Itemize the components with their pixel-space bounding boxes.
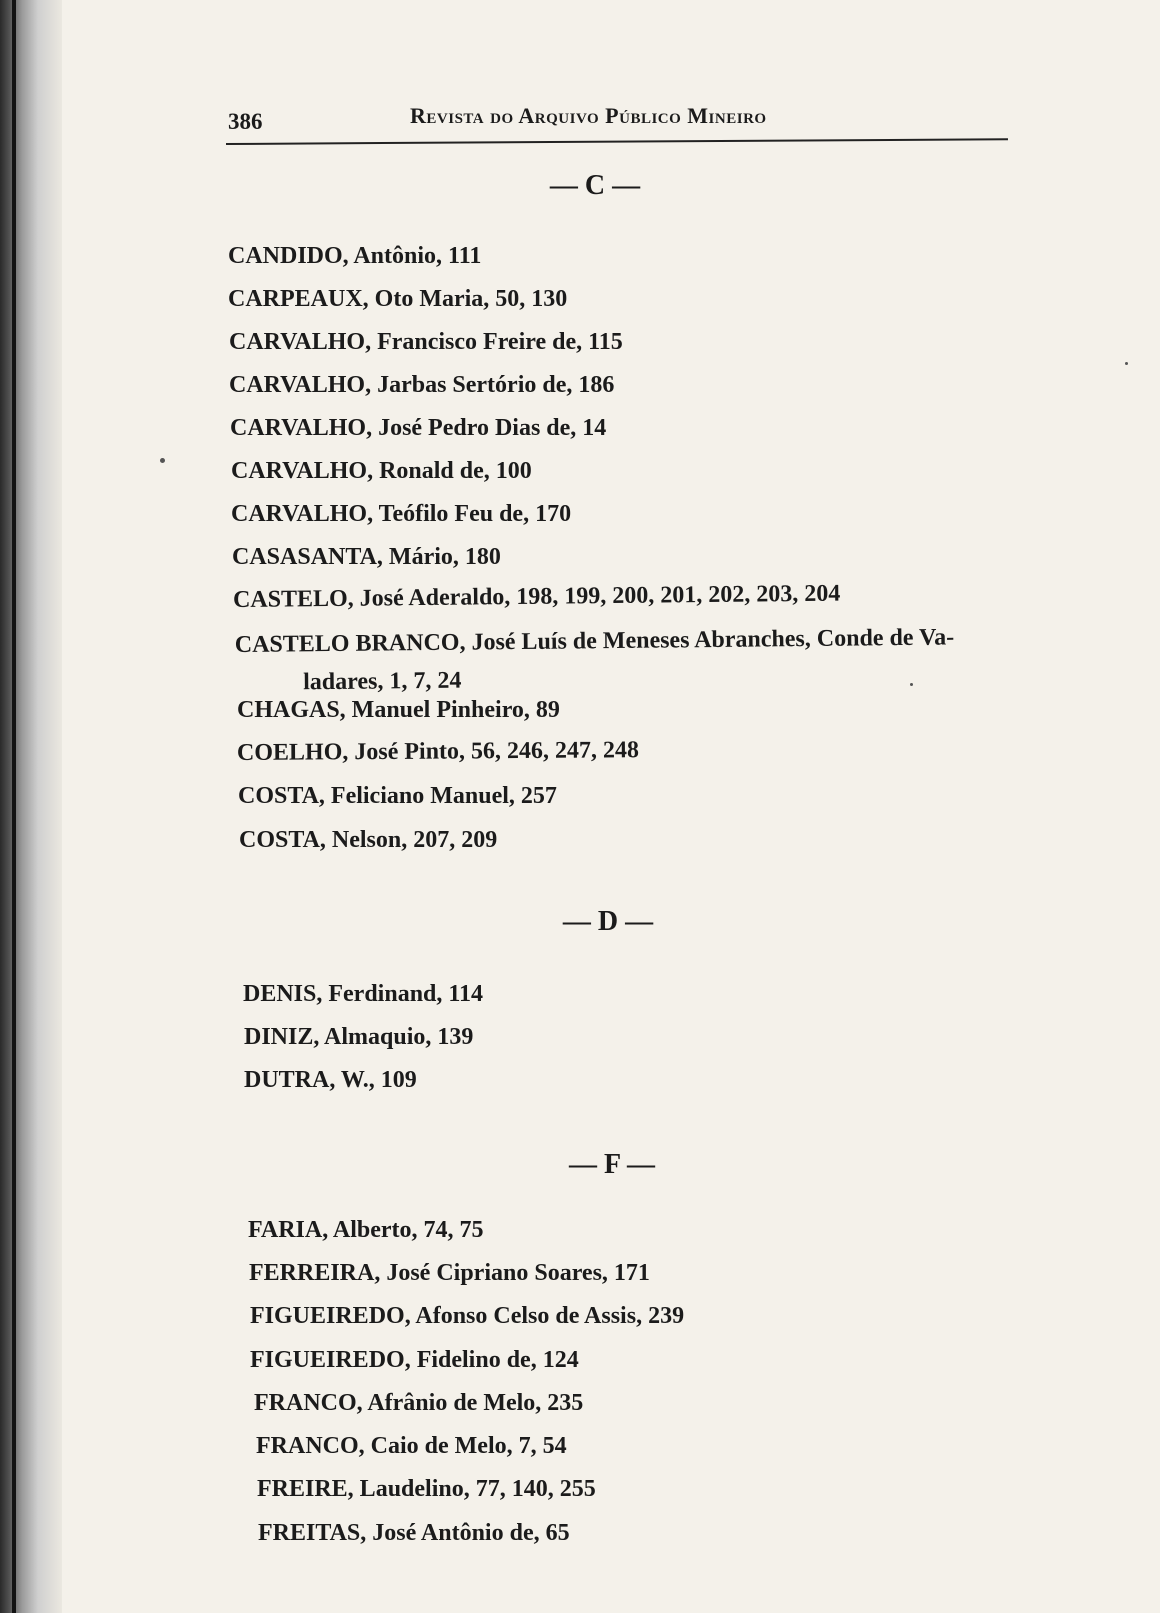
index-entry-line: CASTELO BRANCO, José Luís de Meneses Abranches, Conde de Va- — [234, 624, 955, 659]
index-entry: CARVALHO, Teófilo Feu de, 170 — [231, 501, 572, 527]
index-entry: DINIZ, Almaquio, 139 — [244, 1024, 474, 1050]
index-entry: CANDIDO, Antônio, 111 — [228, 243, 482, 269]
index-entry: CARVALHO, Ronald de, 100 — [231, 458, 532, 484]
section-heading-f: — F — — [568, 1149, 656, 1180]
index-entry: CASTELO, José Aderaldo, 198, 199, 200, 201, 202, 203, 204 — [232, 580, 841, 613]
section-heading-d: — D — — [562, 906, 654, 937]
index-entry: FARIA, Alberto, 74, 75 — [248, 1217, 484, 1243]
index-entry: FREITAS, José Antônio de, 65 — [258, 1520, 570, 1546]
index-entry: COELHO, José Pinto, 56, 246, 247, 248 — [236, 737, 640, 766]
page-number: 386 — [228, 109, 263, 134]
section-heading-c: — C — — [549, 170, 641, 201]
running-title: Revista do Arquivo Público Mineiro — [410, 103, 767, 128]
index-entry: CARVALHO, Jarbas Sertório de, 186 — [229, 372, 615, 398]
index-entry: CHAGAS, Manuel Pinheiro, 89 — [237, 697, 560, 723]
index-entry: COSTA, Feliciano Manuel, 257 — [238, 783, 557, 809]
index-entry: FRANCO, Afrânio de Melo, 235 — [254, 1390, 584, 1416]
index-entry: CARVALHO, Francisco Freire de, 115 — [229, 329, 623, 355]
index-entry: DENIS, Ferdinand, 114 — [243, 981, 484, 1007]
index-entry: FERREIRA, José Cipriano Soares, 171 — [249, 1260, 650, 1286]
index-entry: FIGUEIREDO, Fidelino de, 124 — [250, 1347, 579, 1373]
index-entry: DUTRA, W., 109 — [244, 1067, 417, 1093]
index-entry: CARVALHO, José Pedro Dias de, 14 — [230, 415, 607, 441]
index-entry: CARPEAUX, Oto Maria, 50, 130 — [228, 286, 568, 312]
index-entry: FRANCO, Caio de Melo, 7, 54 — [256, 1433, 567, 1459]
paper-speck — [1125, 362, 1128, 365]
index-entry-wrapped — [235, 618, 1006, 702]
index-entry: COSTA, Nelson, 207, 209 — [239, 827, 498, 853]
index-entry-continuation: ladares, 1, 7, 24 — [303, 667, 462, 696]
index-entry: FREIRE, Laudelino, 77, 140, 255 — [257, 1476, 596, 1502]
paper-speck — [160, 458, 165, 463]
index-entry: FIGUEIREDO, Afonso Celso de Assis, 239 — [250, 1303, 685, 1329]
index-entry: CASASANTA, Mário, 180 — [232, 544, 501, 570]
paper-speck — [910, 683, 913, 686]
